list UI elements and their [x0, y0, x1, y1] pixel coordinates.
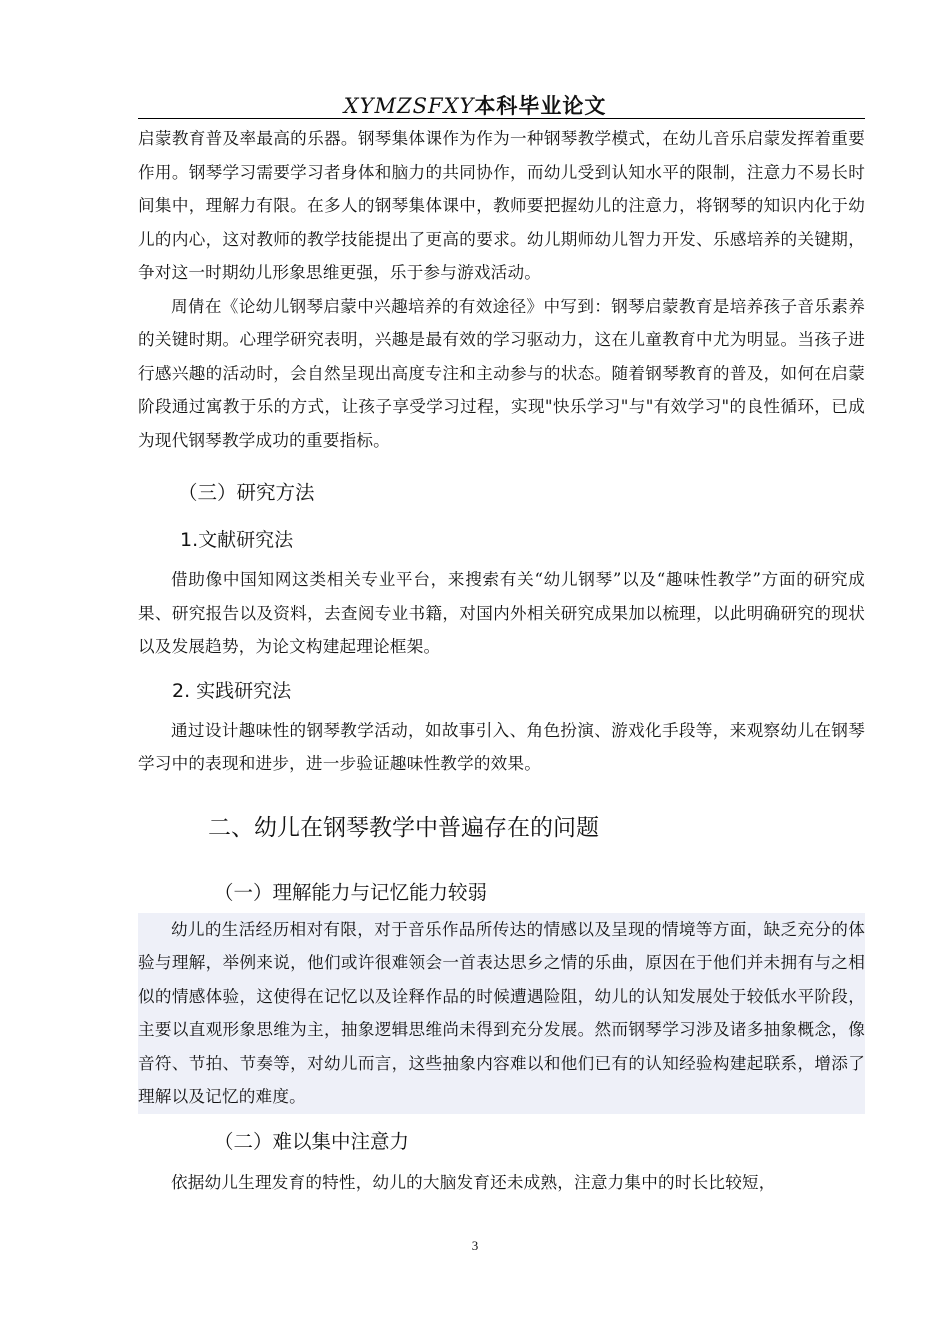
heading-research-methods: （三）研究方法: [178, 481, 315, 504]
body-text: [138, 122, 865, 1199]
paragraph-2: 周倩在《论幼儿钢琴启蒙中兴趣培养的有效途径》中写到：钢琴启蒙教育是培养孩子音乐素养的关键时期。心理学研究表明，兴趣是最有效的学习驱动力，这在儿童教育中尤为明显。当孩子进行感兴趣的活动时，会自然呈现出高度专注和主动参与的状态。随着钢琴教育的普及，如何在启蒙阶段通过寓教于乐的方式，让孩子享受学习过程，实现"快乐学习"与"有效学习"的良性循环，已成为现代钢琴教学成功的重要指标。: [138, 296, 865, 450]
page-header: [0, 90, 950, 120]
heading-practice-method: 2. 实践研究法: [172, 679, 292, 702]
heading-section-one: （一）理解能力与记忆能力较弱: [214, 880, 488, 904]
page-number: 3: [471, 1238, 479, 1253]
heading-literature-method: 1.文献研究法: [180, 529, 294, 551]
paragraph-3: 借助像中国知网这类相关专业平台，来搜索有关“幼儿钢琴”以及“趣味性教学”方面的研究成果、研究报告以及资料，去查阅专业书籍，对国内外相关研究成果加以梳理，以此明确研究的现状以及发展趋势，为论文构建起理论框架。: [138, 570, 865, 656]
paragraph-4: 通过设计趣味性的钢琴教学活动，如故事引入、角色扮演、游戏化手段等，来观察幼儿在钢琴学习中的表现和进步，进一步验证趣味性教学的效果。: [138, 720, 865, 773]
header-latin: XYMZSFXY: [343, 94, 475, 118]
heading-section-two: （二）难以集中注意力: [214, 1129, 410, 1153]
header-rule: [138, 118, 865, 119]
header-title: 本科毕业论文: [474, 94, 607, 118]
paragraph-6: 依据幼儿生理发育的特性，幼儿的大脑发育还未成熟，注意力集中的时长比较短，: [171, 1172, 776, 1192]
heading-chapter-two: 二、幼儿在钢琴教学中普遍存在的问题: [208, 814, 599, 841]
paragraph-5: 幼儿的生活经历相对有限，对于音乐作品所传达的情感以及呈现的情境等方面，缺乏充分的体验与理解，举例来说，他们或许很难领会一首表达思乡之情的乐曲，原因在于他们并未拥有与之相似的情感体验，这使得在记忆以及诠释作品的时候遭遇险阻，幼儿的认知发展处于较低水平阶段，主要以直观形象思维为主，抽象逻辑思维尚未得到充分发展。然而钢琴学习涉及诸多抽象概念，像音符、节拍、节奏等，对幼儿而言，这些抽象内容难以和他们已有的认知经验构建起联系，增添了理解以及记忆的难度。: [138, 913, 865, 1114]
paragraph-1: 启蒙教育普及率最高的乐器。钢琴集体课作为作为一种钢琴教学模式，在幼儿音乐启蒙发挥着重要作用。钢琴学习需要学习者身体和脑力的共同协作，而幼儿受到认知水平的限制，注意力不易长时间集中，理解力有限。在多人的钢琴集体课中，教师要把握幼儿的注意力，将钢琴的知识内化于幼儿的内心，这对教师的教学技能提出了更高的要求。幼儿期师幼儿智力开发、乐感培养的关键期，争对这一时期幼儿形象思维更强，乐于参与游戏活动。: [138, 129, 865, 282]
